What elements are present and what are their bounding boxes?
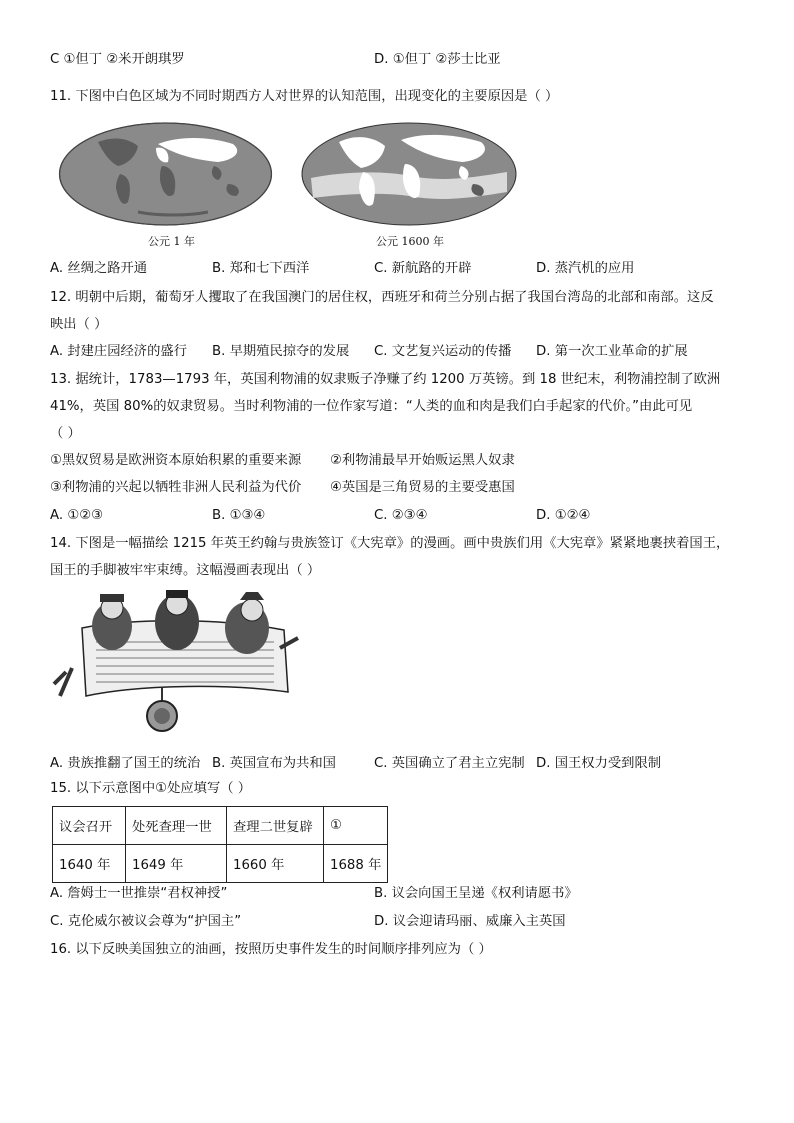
timeline-events-row bbox=[53, 807, 388, 845]
magna-carta-cartoon bbox=[52, 588, 302, 736]
timeline-event: 处死查理一世 bbox=[126, 807, 227, 845]
q13-option-a: A. ①②③ bbox=[50, 508, 104, 523]
map-year-1600 bbox=[301, 122, 517, 226]
timeline-event: 查理二世复辟 bbox=[227, 807, 324, 845]
q11-option-c: C. 新航路的开辟 bbox=[374, 261, 472, 276]
q13-stem-line1: 13. 据统计，1783—1793 年，英国利物浦的奴隶贩子净赚了约 1200 万英镑。到 18 世纪末，利物浦控制了欧洲 bbox=[50, 372, 721, 387]
q13-option-b: B. ①③④ bbox=[212, 508, 266, 523]
map-year-1 bbox=[58, 122, 273, 226]
q12-option-d: D. 第一次工业革命的扩展 bbox=[536, 344, 688, 359]
q11-option-b: B. 郑和七下西洋 bbox=[212, 261, 310, 276]
q15-option-d: D. 议会迎请玛丽、威廉入主英国 bbox=[374, 914, 566, 929]
q11-option-d: D. 蒸汽机的应用 bbox=[536, 261, 635, 276]
q12-option-a: A. 封建庄园经济的盛行 bbox=[50, 344, 187, 359]
timeline-years-row bbox=[53, 845, 388, 883]
q12-option-b: B. 早期殖民掠夺的发展 bbox=[212, 344, 350, 359]
map1-caption: 公元 1 年 bbox=[148, 235, 195, 248]
timeline-event: 议会召开 bbox=[53, 807, 126, 845]
timeline-year: 1640 年 bbox=[53, 845, 126, 883]
q14-stem-line1: 14. 下图是一幅描绘 1215 年英王约翰与贵族签订《大宪章》的漫画。画中贵族们用《大宪章》紧紧地裹挟着国王， bbox=[50, 536, 730, 551]
timeline-table bbox=[52, 806, 388, 883]
q14-option-a: A. 贵族推翻了国王的统治 bbox=[50, 756, 201, 771]
q15-option-b: B. 议会向国王呈递《权利请愿书》 bbox=[374, 886, 578, 901]
timeline-year: 1688 年 bbox=[324, 845, 388, 883]
q13-option-c: C. ②③④ bbox=[374, 508, 428, 523]
timeline-year: 1660 年 bbox=[227, 845, 324, 883]
q14-stem-line2: 国王的手脚被牢牢束缚。这幅漫画表现出（ ） bbox=[50, 563, 321, 578]
q15-option-c: C. 克伦威尔被议会尊为“护国主” bbox=[50, 914, 242, 929]
q12-stem-line2: 映出（ ） bbox=[50, 317, 108, 332]
q14-option-d: D. 国王权力受到限制 bbox=[536, 756, 662, 771]
q13-option-d: D. ①②④ bbox=[536, 508, 591, 523]
q13-statement-4: ④英国是三角贸易的主要受惠国 bbox=[330, 480, 515, 495]
q13-stem-line2: 41%，英国 80%的奴隶贸易。当时利物浦的一位作家写道：“人类的血和肉是我们白手起家的代价。”由此可见 bbox=[50, 399, 693, 414]
q12-option-c: C. 文艺复兴运动的传播 bbox=[374, 344, 512, 359]
q13-statement-1: ①黑奴贸易是欧洲资本原始积累的重要来源 bbox=[50, 453, 302, 468]
timeline-event-blank: ① bbox=[324, 807, 388, 845]
q16-stem: 16. 以下反映美国独立的油画，按照历史事件发生的时间顺序排列应为（ ） bbox=[50, 942, 492, 957]
q13-statement-2: ②利物浦最早开始贩运黑人奴隶 bbox=[330, 453, 515, 468]
q13-stem-line3: （ ） bbox=[50, 426, 81, 441]
q11-option-a: A. 丝绸之路开通 bbox=[50, 261, 148, 276]
q14-option-b: B. 英国宣布为共和国 bbox=[212, 756, 336, 771]
option-c-prev: C ①但丁 ②米开朗琪罗 bbox=[50, 52, 185, 67]
q12-stem-line1: 12. 明朝中后期，葡萄牙人攫取了在我国澳门的居住权，西班牙和荷兰分别占据了我国台湾岛的北部和南部。这反 bbox=[50, 290, 714, 305]
option-d-prev: D. ①但丁 ②莎士比亚 bbox=[374, 52, 501, 67]
q15-stem: 15. 以下示意图中①处应填写（ ） bbox=[50, 781, 252, 796]
map2-caption: 公元 1600 年 bbox=[376, 235, 444, 248]
timeline-year: 1649 年 bbox=[126, 845, 227, 883]
q13-statement-3: ③利物浦的兴起以牺牲非洲人民利益为代价 bbox=[50, 480, 302, 495]
q15-option-a: A. 詹姆士一世推崇“君权神授” bbox=[50, 886, 228, 901]
q14-option-c: C. 英国确立了君主立宪制 bbox=[374, 756, 525, 771]
q11-stem: 11. 下图中白色区域为不同时期西方人对世界的认知范围，出现变化的主要原因是（ ） bbox=[50, 89, 559, 104]
